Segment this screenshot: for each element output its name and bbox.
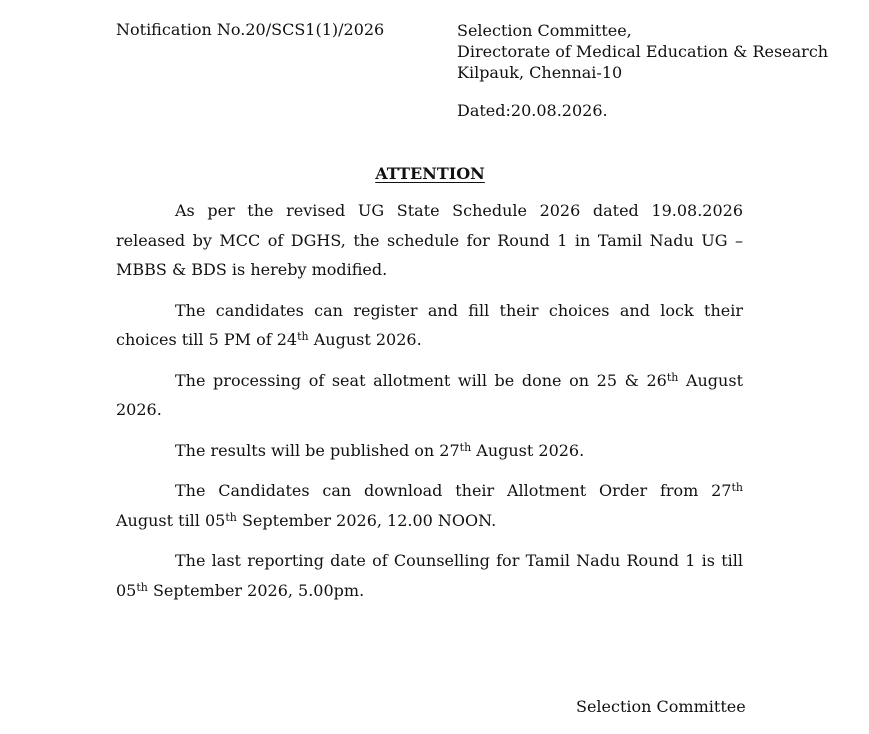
paragraph-schedule-revision: As per the revised UG State Schedule 2026 dated 19.08.2026 released by MCC of DGHS, the schedule for Round 1 in Tamil Nadu UG –MBBS & BDS is hereby modified. xyxy=(116,201,743,279)
paragraph-reporting-date: The last reporting date of Counselling for Tamil Nadu Round 1 is till 05th September 2026, 5.00pm. xyxy=(116,551,743,600)
committee-name: Selection Committee, xyxy=(457,21,632,40)
paragraph-seat-allotment: The processing of seat allotment will be done on 25 & 26th August 2026. xyxy=(116,370,743,419)
signature-line: Selection Committee xyxy=(576,697,746,716)
page-title: ATTENTION xyxy=(375,164,485,183)
dated-line: Dated:20.08.2026. xyxy=(457,101,608,120)
notification-number: Notification No.20/SCS1(1)/2026 xyxy=(116,20,385,39)
notice-body xyxy=(116,196,743,616)
address-line: Kilpauk, Chennai-10 xyxy=(457,63,623,82)
issuer-address-block xyxy=(457,20,828,83)
directorate-name: Directorate of Medical Education & Research xyxy=(457,42,829,61)
paragraph-registration: The candidates can register and fill their choices and lock their choices till 5 PM of 24th August 2026. xyxy=(116,300,743,349)
paragraph-results: The results will be published on 27th August 2026. xyxy=(175,440,585,460)
paragraph-allotment-order: The Candidates can download their Allotment Order from 27th August till 05th September 2026, 12.00 NOON. xyxy=(116,481,743,530)
